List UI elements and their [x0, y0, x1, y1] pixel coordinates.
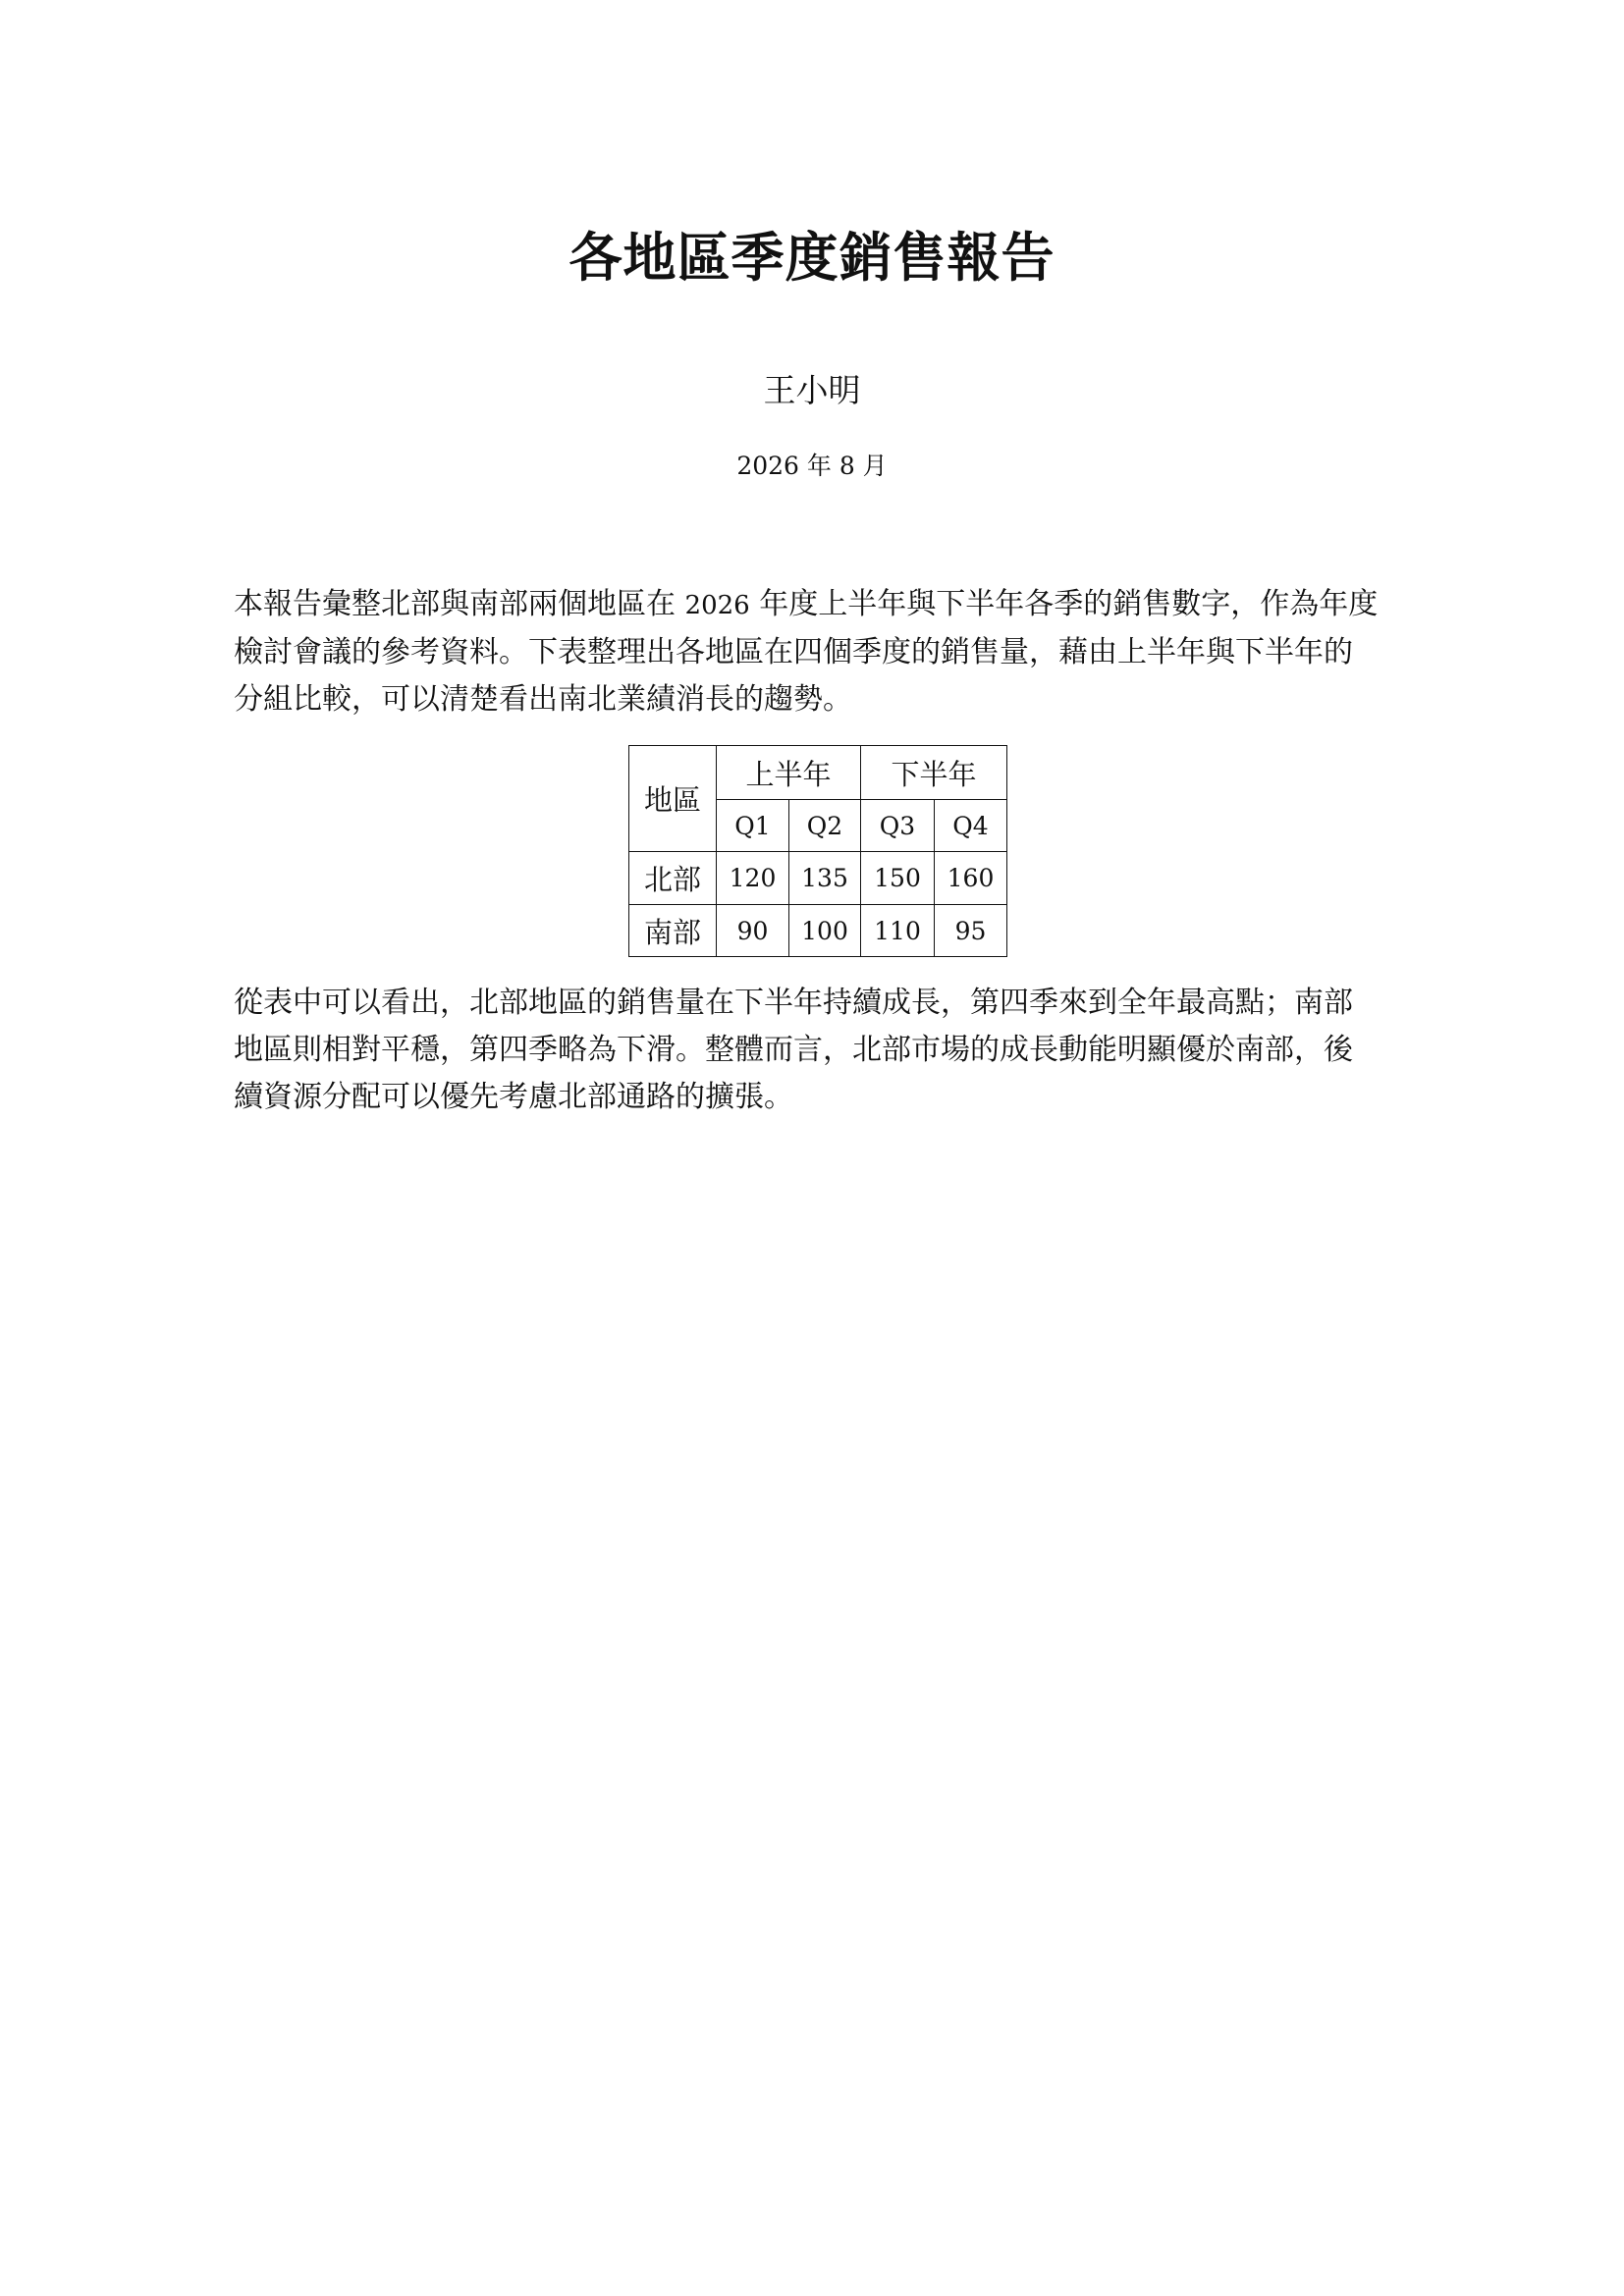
first-half-header: 上半年: [717, 746, 861, 800]
sales-table: [628, 745, 1007, 957]
value-cell: 120: [717, 852, 789, 905]
intro-line-1: 本報告彙整北部與南部兩個地區在 2026 年度上半年與下半年各季的銷售數字，作為年度: [234, 587, 1379, 621]
report-author: 王小明: [763, 371, 861, 409]
table-header-row: [629, 746, 1007, 800]
quarter-header-q4: Q4: [935, 800, 1007, 852]
intro-line-3: 分組比較，可以清楚看出南北業績消長的趨勢。: [234, 682, 852, 717]
conclusion-line-1: 從表中可以看出，北部地區的銷售量在下半年持續成長，第四季來到全年最高點；南部: [234, 986, 1353, 1020]
value-cell: 150: [861, 852, 935, 905]
conclusion-paragraph: [234, 980, 1392, 1121]
value-cell: 95: [935, 905, 1007, 957]
value-cell: 90: [717, 905, 789, 957]
intro-year: 2026: [684, 591, 750, 620]
report-date: 2026 年 8 月: [736, 452, 888, 480]
conclusion-line-3: 續資源分配可以優先考慮北部通路的擴張。: [234, 1080, 793, 1114]
region-cell: 北部: [629, 852, 717, 905]
value-cell: 160: [935, 852, 1007, 905]
value-cell: 100: [789, 905, 861, 957]
quarter-header-q1: Q1: [717, 800, 789, 852]
region-header: 地區: [629, 746, 717, 852]
report-title: 各地區季度銷售報告: [568, 227, 1056, 289]
second-half-header: 下半年: [861, 746, 1007, 800]
intro-paragraph: [234, 581, 1392, 723]
table-row: [629, 905, 1007, 957]
conclusion-line-2: 地區則相對平穩，第四季略為下滑。整體而言，北部市場的成長動能明顯優於南部，後: [234, 1033, 1353, 1067]
intro-line-2: 檢討會議的參考資料。下表整理出各地區在四個季度的銷售量，藉由上半年與下半年的: [234, 635, 1353, 669]
quarter-header-q3: Q3: [861, 800, 935, 852]
value-cell: 110: [861, 905, 935, 957]
value-cell: 135: [789, 852, 861, 905]
region-cell: 南部: [629, 905, 717, 957]
table-row: [629, 852, 1007, 905]
quarter-header-q2: Q2: [789, 800, 861, 852]
